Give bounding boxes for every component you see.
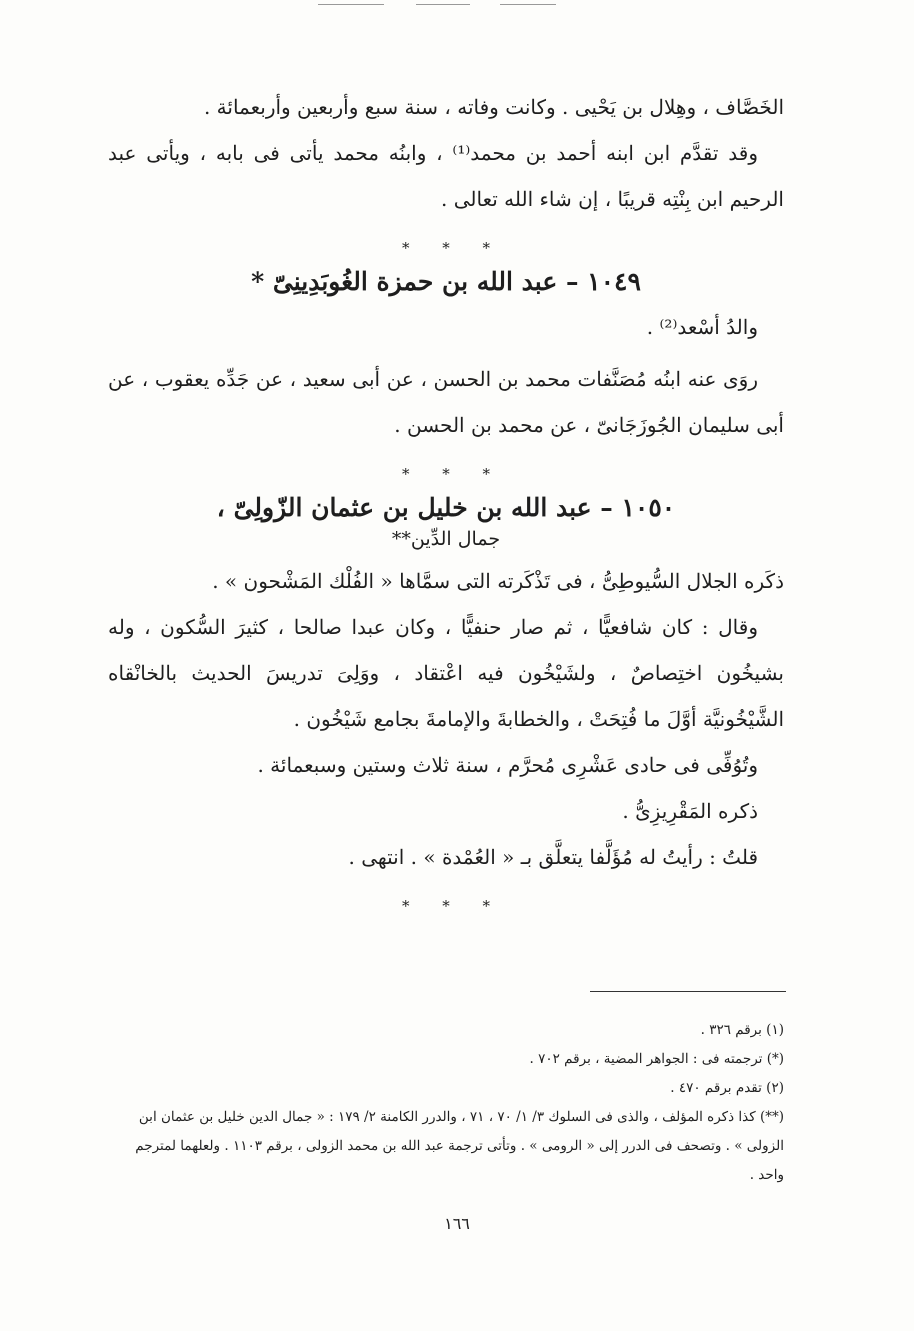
paragraph-7: وتُوُفِّى فى حادى عَشْرِى مُحرَّم ، سنة ثلاث وستين وسبعمائة . — [257, 753, 758, 777]
page-body — [108, 84, 784, 918]
paragraph-1: الخَصَّاف ، وهِلال بن يَحْيى . وكانت وفاته ، سنة سبع وأربعين وأربعمائة . — [203, 95, 784, 119]
section-separator-2: * * * — [401, 465, 505, 483]
top-rule-marks — [318, 4, 558, 8]
footnote-double-star: (**) كذا ذكره المؤلف ، والذى فى السلوك ٣/ ١/ ٧٠ ، ٧١ ، والدرر الكامنة ٢/ ١٧٩ : « جمال الدين خليل بن عثمان ابن الزولى » . وتصحف فى الدرر إلى « الرومى » . وتأتى ترجمة عبد الله بن محمد الزولى ، برقم ١١٠٣ . ولعلهما لمترجم واحد . — [135, 1109, 784, 1183]
footnotes — [108, 1016, 784, 1190]
footnote-star: (*) ترجمته فى : الجواهر المضية ، برقم ٧٠٢ . — [529, 1051, 784, 1067]
footnote-1: (١) برقم ٣٢٦ . — [700, 1022, 784, 1038]
footnote-rule — [590, 991, 786, 992]
paragraph-4: روَى عنه ابنُه مُصَنَّفات محمد بن الحسن ، عن أبى سعيد ، عن جَدِّه يعقوب ، عن أبى سليمان الجُوزَجَانىّ ، عن محمد بن الحسن . — [108, 367, 784, 437]
paragraph-5: ذكَره الجلال السُّيوطِىُّ ، فى تَذْكَرته التى سمَّاها « الفُلْك المَشْحون » . — [212, 569, 784, 593]
paragraph-6: وقال : كان شافعيًّا ، ثم صار حنفيًّا ، وكان عبدا صالحا ، كثيرَ السُّكون ، وله بشيخُون اختِصاصٌ ، ولشَيْخُون فيه اعْتقاد ، ووَلِىَ تدريسَ الحديث بالخانْقاه الشَّيْخُونيَّة أوَّلَ ما فُتِحَتْ ، والخطابةَ والإمامةَ بجامع شَيْخُون . — [108, 615, 784, 731]
entry-1049-title: ١٠٤٩ – عبد الله بن حمزة الغُوبَدِينِىّ * — [251, 267, 641, 296]
paragraph-9: قلتُ : رأيتُ له مُؤَلَّفا يتعلَّق بـ « العُمْدة » . انتهى . — [348, 845, 758, 869]
entry-1050-title: ١٠٥٠ – عبد الله بن خليل بن عثمان الزّولِىّ ، — [216, 493, 676, 522]
page-number: ١٦٦ — [444, 1214, 470, 1233]
section-separator-1: * * * — [401, 239, 505, 257]
entry-1050-subtitle: جمال الدِّين** — [391, 528, 501, 550]
footnote-2: (٢) تقدم برقم ٤٧٠ . — [670, 1080, 784, 1096]
paragraph-8: ذكره المَقْرِيزِىُّ . — [622, 799, 758, 823]
paragraph-2: وقد تقدَّم ابن ابنه أحمد بن محمد⁽¹⁾ ، وابنُه محمد يأتى فى بابه ، ويأتى عبد الرحيم ابن بِنْتِه قريبًا ، إن شاء الله تعالى . — [108, 141, 784, 211]
paragraph-3: والدُ أسْعد⁽²⁾ . — [646, 315, 758, 339]
section-separator-3: * * * — [401, 897, 505, 915]
